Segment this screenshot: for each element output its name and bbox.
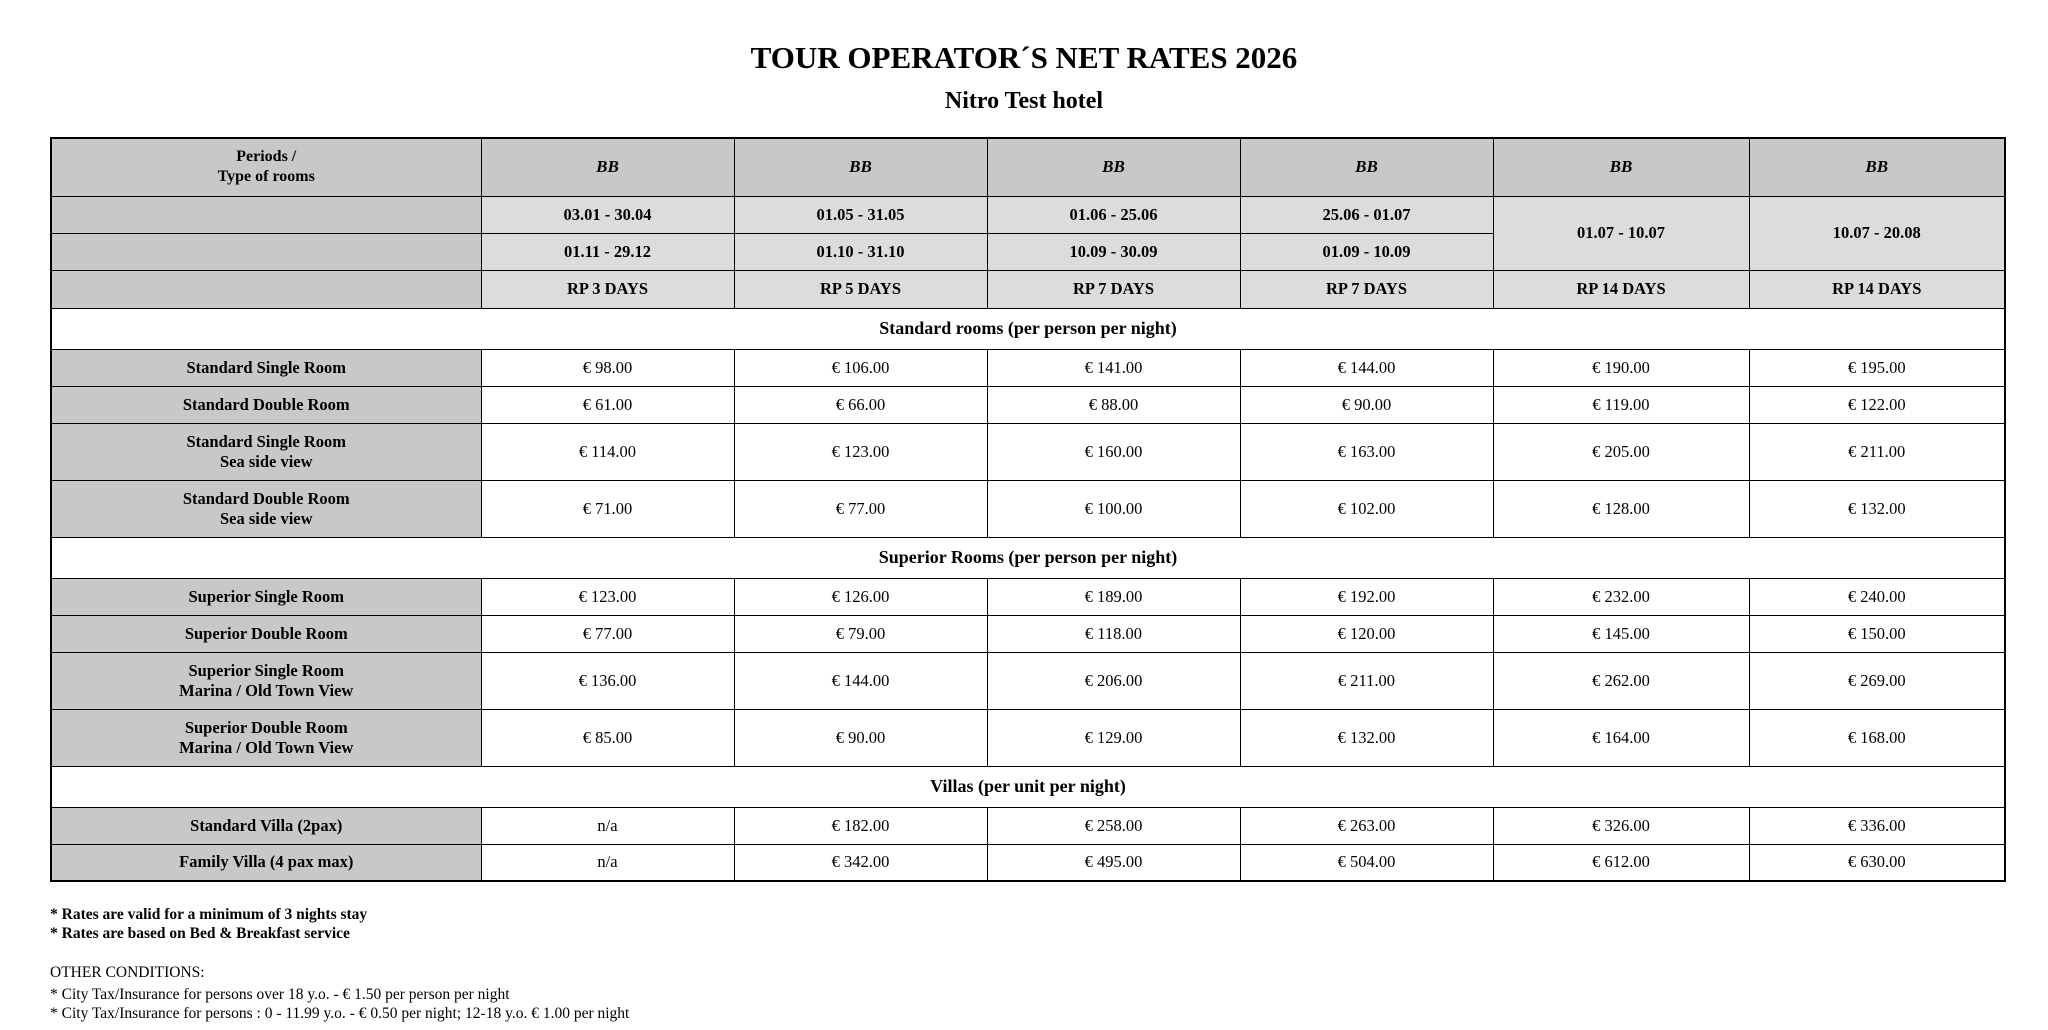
table-row <box>51 709 2005 766</box>
rate-cell: € 128.00 <box>1493 480 1749 537</box>
table-row <box>51 578 2005 615</box>
room-type-label <box>51 709 481 766</box>
rate-cell: € 182.00 <box>734 807 987 844</box>
rate-cell: € 144.00 <box>1240 349 1493 386</box>
section-title: Villas (per unit per night) <box>51 766 2005 807</box>
period-header: 01.10 - 31.10 <box>734 233 987 270</box>
rate-cell: € 263.00 <box>1240 807 1493 844</box>
board-type-header: BB <box>481 138 734 196</box>
release-period-header: RP 14 DAYS <box>1493 270 1749 308</box>
rate-cell: € 205.00 <box>1493 423 1749 480</box>
room-type-label-line: Standard Double Room <box>182 488 350 508</box>
board-type-header: BB <box>1493 138 1749 196</box>
room-type-label <box>51 652 481 709</box>
rate-cell: € 102.00 <box>1240 480 1493 537</box>
rate-cell: € 612.00 <box>1493 844 1749 881</box>
period-header: 10.07 - 20.08 <box>1749 196 2005 270</box>
section-title: Standard rooms (per person per night) <box>51 308 2005 349</box>
other-conditions <box>50 963 629 1023</box>
note-line: * Rates are valid for a minimum of 3 nights stay <box>50 906 368 923</box>
period-header: 01.07 - 10.07 <box>1493 196 1749 270</box>
room-type-label-line: Superior Single Room <box>188 660 345 680</box>
rate-cell: € 150.00 <box>1749 615 2005 652</box>
table-row <box>51 386 2005 423</box>
rate-cell: € 189.00 <box>987 578 1240 615</box>
rate-cell: € 77.00 <box>481 615 734 652</box>
room-type-label-line: Standard Single Room <box>186 431 347 451</box>
rate-cell: € 118.00 <box>987 615 1240 652</box>
release-period-row <box>51 270 2005 308</box>
rate-cell: € 232.00 <box>1493 578 1749 615</box>
rate-cell: € 106.00 <box>734 349 987 386</box>
rate-cell: € 98.00 <box>481 349 734 386</box>
rate-cell: € 211.00 <box>1240 652 1493 709</box>
rate-cell: € 326.00 <box>1493 807 1749 844</box>
room-type-label <box>51 578 481 615</box>
table-row <box>51 349 2005 386</box>
board-header-row <box>51 138 2005 196</box>
room-type-label-line: Sea side view <box>219 451 313 471</box>
rate-cell: € 129.00 <box>987 709 1240 766</box>
table-row <box>51 423 2005 480</box>
section-header-row <box>51 308 2005 349</box>
release-period-header: RP 5 DAYS <box>734 270 987 308</box>
room-type-label <box>51 807 481 844</box>
rate-cell: € 240.00 <box>1749 578 2005 615</box>
note-line: * Rates are based on Bed & Breakfast service <box>50 925 350 942</box>
room-type-label <box>51 386 481 423</box>
rate-cell: € 123.00 <box>481 578 734 615</box>
room-type-label-line: Family Villa (4 pax max) <box>179 852 354 872</box>
release-period-header: RP 7 DAYS <box>1240 270 1493 308</box>
rate-cell: € 85.00 <box>481 709 734 766</box>
rate-cell: € 123.00 <box>734 423 987 480</box>
rate-cell: € 168.00 <box>1749 709 2005 766</box>
rate-cell: n/a <box>481 807 734 844</box>
rate-cell: € 336.00 <box>1749 807 2005 844</box>
conditions-title: OTHER CONDITIONS: <box>50 964 205 981</box>
rate-cell: € 269.00 <box>1749 652 2005 709</box>
rate-cell: € 66.00 <box>734 386 987 423</box>
room-type-label-line: Standard Double Room <box>182 394 350 414</box>
rate-cell: € 114.00 <box>481 423 734 480</box>
rate-cell: € 160.00 <box>987 423 1240 480</box>
room-type-label-line: Marina / Old Town View <box>179 737 354 757</box>
section-title: Superior Rooms (per person per night) <box>51 537 2005 578</box>
section-header-row <box>51 537 2005 578</box>
rate-cell: € 258.00 <box>987 807 1240 844</box>
empty-header-cell <box>51 233 481 270</box>
section-header-row <box>51 766 2005 807</box>
rate-cell: € 262.00 <box>1493 652 1749 709</box>
room-type-label-line: Marina / Old Town View <box>179 680 354 700</box>
board-type-header: BB <box>1749 138 2005 196</box>
period-header: 01.06 - 25.06 <box>987 196 1240 233</box>
rate-cell: € 100.00 <box>987 480 1240 537</box>
room-type-label <box>51 615 481 652</box>
rate-cell: € 144.00 <box>734 652 987 709</box>
rate-cell: € 495.00 <box>987 844 1240 881</box>
room-type-label-line: Superior Double Room <box>184 717 348 737</box>
table-row <box>51 615 2005 652</box>
document-title: TOUR OPERATOR´S NET RATES 2026 <box>750 40 1298 75</box>
room-type-label <box>51 844 481 881</box>
room-type-label-line: Standard Single Room <box>186 357 347 377</box>
rate-cell: € 61.00 <box>481 386 734 423</box>
release-period-header: RP 3 DAYS <box>481 270 734 308</box>
board-type-header: BB <box>1240 138 1493 196</box>
empty-header-cell <box>51 196 481 233</box>
room-type-label-line: Superior Double Room <box>184 623 348 643</box>
rate-cell: € 132.00 <box>1749 480 2005 537</box>
rate-cell: € 136.00 <box>481 652 734 709</box>
rate-cell: € 90.00 <box>1240 386 1493 423</box>
table-row <box>51 480 2005 537</box>
room-type-label-line: Superior Single Room <box>188 586 345 606</box>
rate-cell: € 79.00 <box>734 615 987 652</box>
rate-cell: € 190.00 <box>1493 349 1749 386</box>
rate-cell: € 119.00 <box>1493 386 1749 423</box>
condition-line: * City Tax/Insurance for persons : 0 - 11.99 y.o. - € 0.50 per night; 12-18 y.o. € 1.00 per night <box>50 1005 630 1022</box>
period-header: 10.09 - 30.09 <box>987 233 1240 270</box>
room-type-label-line: Standard Villa (2pax) <box>190 815 343 835</box>
table-row <box>51 844 2005 881</box>
period-row-1 <box>51 196 2005 233</box>
period-header: 25.06 - 01.07 <box>1240 196 1493 233</box>
rate-cell: € 122.00 <box>1749 386 2005 423</box>
rate-cell: € 77.00 <box>734 480 987 537</box>
table-row <box>51 652 2005 709</box>
rate-cell: € 164.00 <box>1493 709 1749 766</box>
room-type-label <box>51 480 481 537</box>
empty-header-cell <box>51 270 481 308</box>
rate-cell: € 211.00 <box>1749 423 2005 480</box>
rate-cell: € 132.00 <box>1240 709 1493 766</box>
rate-cell: € 195.00 <box>1749 349 2005 386</box>
rate-cell: € 141.00 <box>987 349 1240 386</box>
release-period-header: RP 14 DAYS <box>1749 270 2005 308</box>
room-type-label-line: Sea side view <box>219 508 313 528</box>
room-type-label <box>51 349 481 386</box>
rate-cell: € 145.00 <box>1493 615 1749 652</box>
rate-notes <box>50 905 367 943</box>
table-row <box>51 807 2005 844</box>
corner-label-line: Type of rooms <box>217 168 315 186</box>
period-header: 01.09 - 10.09 <box>1240 233 1493 270</box>
room-type-label <box>51 423 481 480</box>
rate-cell: € 88.00 <box>987 386 1240 423</box>
rate-cell: € 206.00 <box>987 652 1240 709</box>
rate-cell: € 342.00 <box>734 844 987 881</box>
hotel-name: Nitro Test hotel <box>944 88 1104 114</box>
rates-table <box>50 137 2006 882</box>
rate-cell: € 71.00 <box>481 480 734 537</box>
release-period-header: RP 7 DAYS <box>987 270 1240 308</box>
board-type-header: BB <box>987 138 1240 196</box>
board-type-header: BB <box>734 138 987 196</box>
period-header: 01.05 - 31.05 <box>734 196 987 233</box>
rate-cell: € 630.00 <box>1749 844 2005 881</box>
rate-cell: € 504.00 <box>1240 844 1493 881</box>
rate-cell: n/a <box>481 844 734 881</box>
condition-line: * City Tax/Insurance for persons over 18 y.o. - € 1.50 per person per night <box>50 986 510 1003</box>
rate-cell: € 126.00 <box>734 578 987 615</box>
rate-cell: € 192.00 <box>1240 578 1493 615</box>
rate-cell: € 120.00 <box>1240 615 1493 652</box>
rate-cell: € 163.00 <box>1240 423 1493 480</box>
rate-cell: € 90.00 <box>734 709 987 766</box>
periods-room-types-header <box>51 138 481 196</box>
period-header: 03.01 - 30.04 <box>481 196 734 233</box>
corner-label-line: Periods / <box>236 148 297 166</box>
period-header: 01.11 - 29.12 <box>481 233 734 270</box>
